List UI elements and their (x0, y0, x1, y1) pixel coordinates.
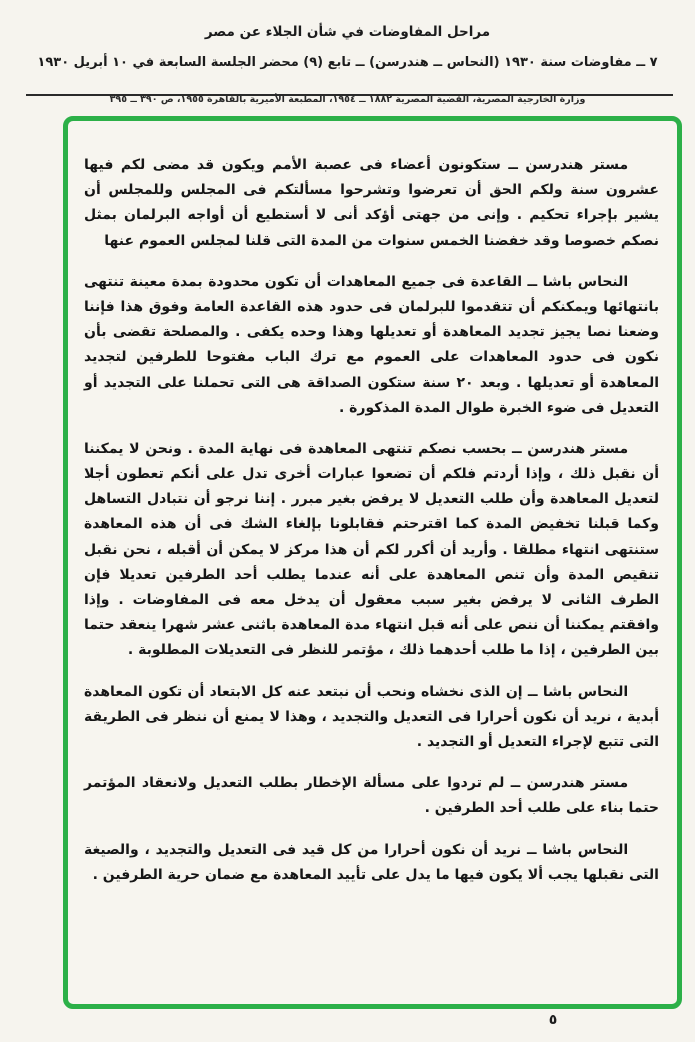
document-title: مراحل المفاوضات في شأن الجلاء عن مصر (204, 24, 491, 40)
page-number: ٥ (548, 1012, 558, 1028)
paragraph-henderson-2: مستر هندرسن ــ بحسب نصكم تنتهى المعاهدة فى نهاية المدة . ونحن لا يمكننا أن نقبل ذلك ، وإذا أردتم فلكم أن تضعوا عبارات أخرى تدل على أنكم تعطون أجلا لتعديل المعاهدة وأن طلب التعديل لا يرفض بغير مبرر . إننا نرجو أن نتبادل التساهل وكما قبلنا تخفيض المدة كما اقترحتم فقابلونا بإلغاء الشك فى أن هذه المعاهدة ستنتهى انتهاء مطلقا . وأريد أن أكرر لكم أن هذا مركز لا يمكن أن أقبله ، نحن نقبل تنقيص المدة وأن تنص المعاهدة على أنه عندما يطلب أحد الطرفين تعديلا فإن الطرف الثانى لا يرفض بغير سبب معقول أن يدخل معه فى المفاوضات . وإذا وافقتم يمكننا أن ننص على أنه قبل انتهاء مدة المعاهدة باثنى عشر شهرا ينعقد حتما بين الطرفين ، إذا ما طلب أحدهما ذلك ، مؤتمر للنظر فى التعديلات المطلوبة . (84, 440, 659, 659)
paragraph-henderson-3: مستر هندرسن ــ لم تردوا على مسألة الإخطار بطلب التعديل ولانعقاد المؤتمر حتما بناء على طلب أحد الطرفين . (84, 775, 659, 817)
paragraph-henderson-1: مستر هندرسن ــ ستكونون أعضاء فى عصبة الأمم ويكون قد مضى لكم فيها عشرون سنة ولكم الحق أن تعرضوا وتشرحوا مسألتكم فى المجلس وللمجلس أن يشير بإجراء تحكيم . وإنى من جهتى أؤكد أنى لا أستطيع أن أواجه البرلمان بمثل نصكم خصوصا وقد خفضنا الخمس سنوات من المدة التى قلنا لمجلس العموم عنها (84, 157, 659, 249)
source-citation: وزارة الخارجية المصرية، القضية المصرية ١٨٨٢ ــ ١٩٥٤، المطبعة الأميرية بالقاهرة ١٩٥٥، ص ٣٩٠ ــ ٣٩٥ (109, 94, 586, 105)
content-frame (63, 116, 682, 1009)
paragraph-nahhas-3: النحاس باشا ــ نريد أن نكون أحرارا من كل قيد فى التعديل والتجديد ، والصيغة التى نقبلها يجب ألا يكون فيها ما يدل على تأييد المعاهدة مع ضمان حرية الطرفين . (84, 841, 659, 883)
document-subtitle: ٧ ــ مفاوضات سنة ١٩٣٠ (النحاس ــ هندرسن) ــ تابع (٩) محضر الجلسة السابعة في ١٠ أبريل ١٩٣٠ (37, 55, 658, 70)
paragraph-nahhas-1: النحاس باشا ــ القاعدة فى جميع المعاهدات أن تكون محدودة بمدة معينة تنتهى بانتهائها ويمكنكم أن تتقدموا للبرلمان فى حدود هذه القاعدة العامة وفوق هذا فإننا وضعنا نصا يجيز تجديد المعاهدة أو تعديلها وهذا وحده يكفى . والمصلحة تقضى بأن نكون فى حدود المعاهدات على العموم مع ترك الباب مفتوحا للطرفين لتجديد المعاهدة أو تعديلها . وبعد ٢٠ سنة ستكون الصداقة هى التى تحملنا على التجديد أو التعديل فى ضوء الخبرة طوال المدة المذكورة . (84, 273, 660, 416)
paragraph-nahhas-2: النحاس باشا ــ إن الذى نخشاه ونحب أن نبتعد عنه كل الابتعاد أن تكون المعاهدة أبدية ، نريد أن نكون أحرارا فى التعديل والتجديد ، وهذا لا يمنع أن ننظر فى الطريقة التى تتبع لإجراء التعديل أو التجديد . (84, 683, 659, 750)
